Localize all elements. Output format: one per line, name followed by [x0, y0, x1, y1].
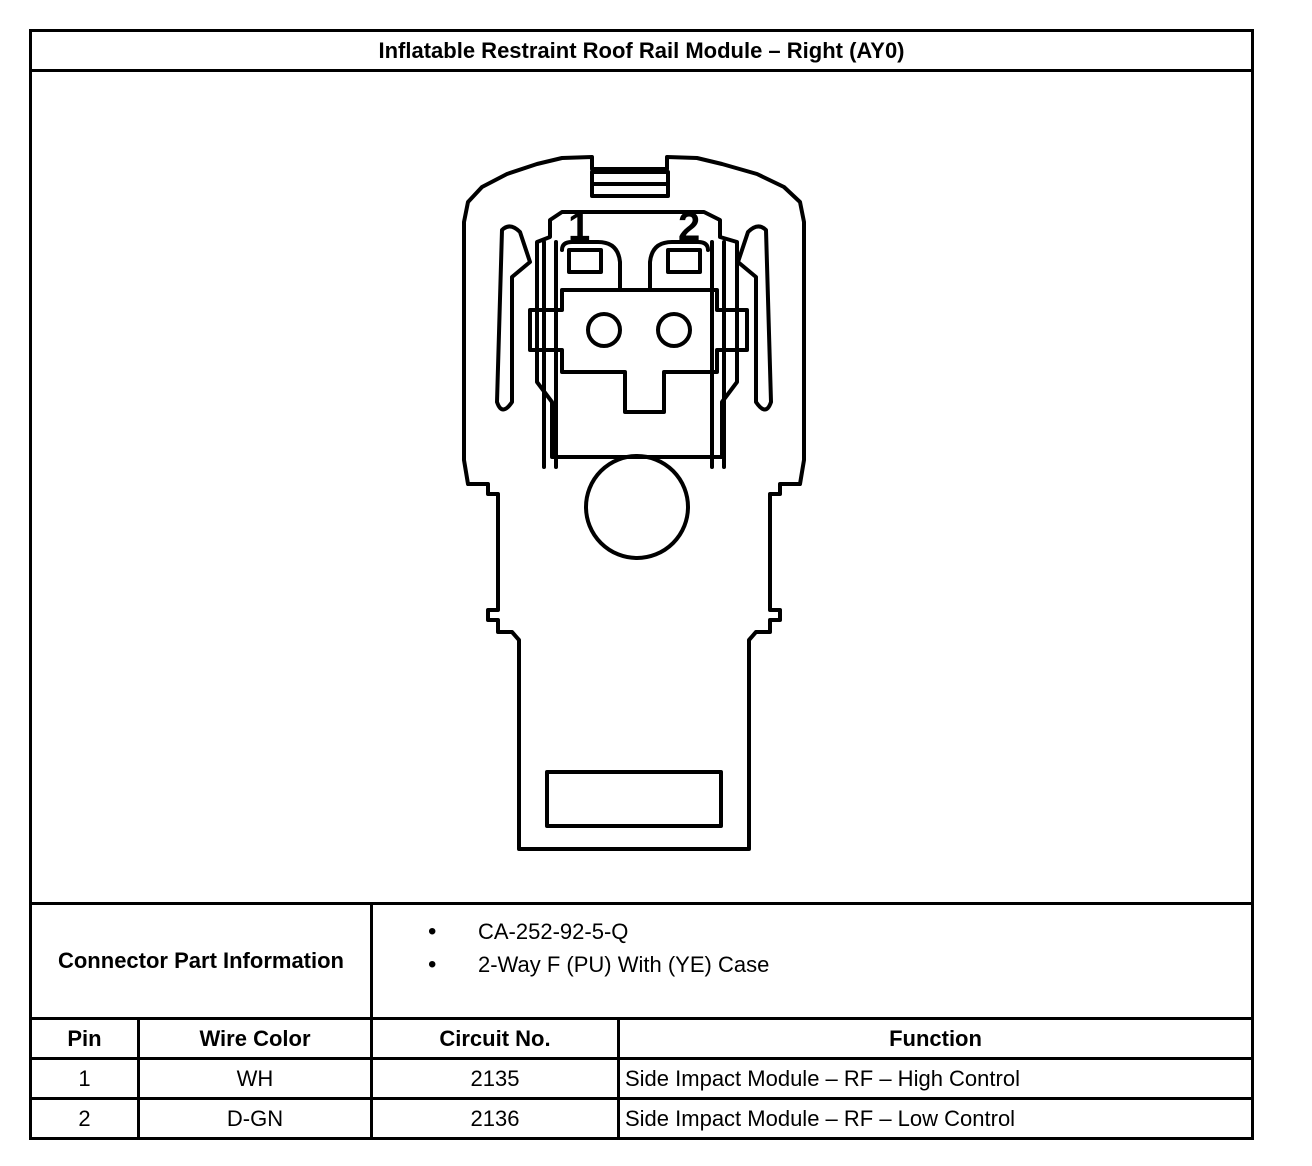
- connector-table: [29, 29, 1254, 1140]
- table-row: [31, 1059, 1253, 1099]
- connector-description: • 2-Way F (PU) With (YE) Case: [428, 948, 1251, 981]
- pin-1-label: 1: [568, 205, 591, 249]
- left-latch-arm: [497, 226, 530, 409]
- connector-part-number: • CA-252-92-5-Q: [428, 915, 1251, 948]
- header-wire-color: Wire Color: [139, 1019, 372, 1059]
- function-cell: Side Impact Module – RF – High Control: [619, 1059, 1253, 1099]
- connector-housing-outline: [464, 157, 804, 849]
- circuit-cell: 2135: [372, 1059, 619, 1099]
- connector-face-diagram: [32, 72, 1248, 902]
- pin-cell: 2: [31, 1099, 139, 1139]
- header-circuit-no: Circuit No.: [372, 1019, 619, 1059]
- pin-1-hole: [588, 314, 620, 346]
- header-function: Function: [619, 1019, 1253, 1059]
- connector-sheet: [29, 29, 1251, 1149]
- pin-1-cavity: [569, 250, 601, 272]
- pin-2-cavity: [668, 250, 700, 272]
- terminal-block: [530, 290, 747, 412]
- connector-part-info-list: [373, 905, 1251, 981]
- circuit-cell: 2136: [372, 1099, 619, 1139]
- pin-cell: 1: [31, 1059, 139, 1099]
- function-cell: Side Impact Module – RF – Low Control: [619, 1099, 1253, 1139]
- connector-part-info-values: [372, 904, 1253, 1019]
- center-boss: [586, 456, 688, 558]
- pin-2-hole: [658, 314, 690, 346]
- pin-2-label: 2: [678, 205, 701, 249]
- wire-color-cell: D-GN: [139, 1099, 372, 1139]
- connector-part-info-label: Connector Part Information: [31, 904, 372, 1019]
- right-latch-arm: [738, 226, 771, 409]
- table-row: [31, 1099, 1253, 1139]
- label-window: [547, 772, 721, 826]
- page-title: Inflatable Restraint Roof Rail Module – Right (AY0): [31, 31, 1253, 71]
- table-header-row: [31, 1019, 1253, 1059]
- wire-color-cell: WH: [139, 1059, 372, 1099]
- header-pin: Pin: [31, 1019, 139, 1059]
- connector-diagram-area: [31, 71, 1253, 904]
